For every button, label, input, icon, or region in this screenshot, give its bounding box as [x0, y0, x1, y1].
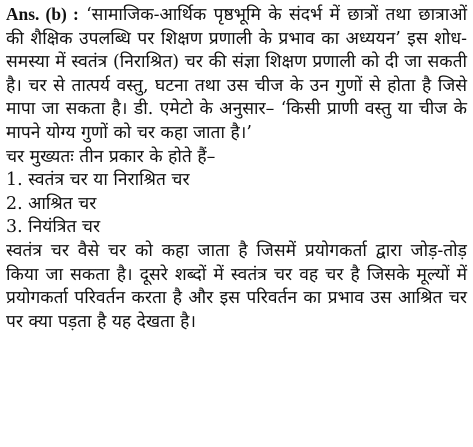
list-item-controlled-variable: 3. नियंत्रित चर [6, 217, 101, 238]
answer-paragraph [6, 3, 467, 146]
answer-text: ‘सामाजिक-आर्थिक पृष्ठभूमि के संदर्भ में छात्रों तथा छात्राओं की शैक्षिक उपलब्धि पर शिक्षण प्रणाली के प्रभाव का अध्ययन’ इस शोध-समस्या में स्वतंत्र (निराश्रित) चर की संज्ञा शिक्षण प्रणाली को दी जा सकती है। चर से तात्पर्य वस्तु, घटना तथा उस चीज के उन गुणों से होता है जिसे मापा जा सकता है। डी. एमेटो के अनुसार– ‘किसी प्राणी वस्तु या चीज के मापने योग्य गुणों को चर कहा जाता है।’ [6, 5, 467, 143]
variable-types-intro: चर मुख्यतः तीन प्रकार के होते हैं– [6, 146, 216, 167]
variable-types-list [6, 169, 467, 240]
closing-paragraph: स्वतंत्र चर वैसे चर को कहा जाता है जिसमें प्रयोगकर्ता द्वारा जोड़-तोड़ किया जा सकता है। दूसरे शब्दों में स्वतंत्र चर वह चर है जिसके मूल्यों में प्रयोगकर्ता परिवर्तन करता है और इस परिवर्तन का प्रभाव उस आश्रित चर पर क्या पड़ता है यह देखता है। [6, 240, 467, 332]
answer-document [6, 3, 467, 334]
list-item-independent-variable: 1. स्वतंत्र चर या निराश्रित चर [6, 170, 190, 191]
answer-label: Ans. (b) : [6, 4, 79, 24]
list-item-dependent-variable: 2. आश्रित चर [6, 193, 97, 214]
